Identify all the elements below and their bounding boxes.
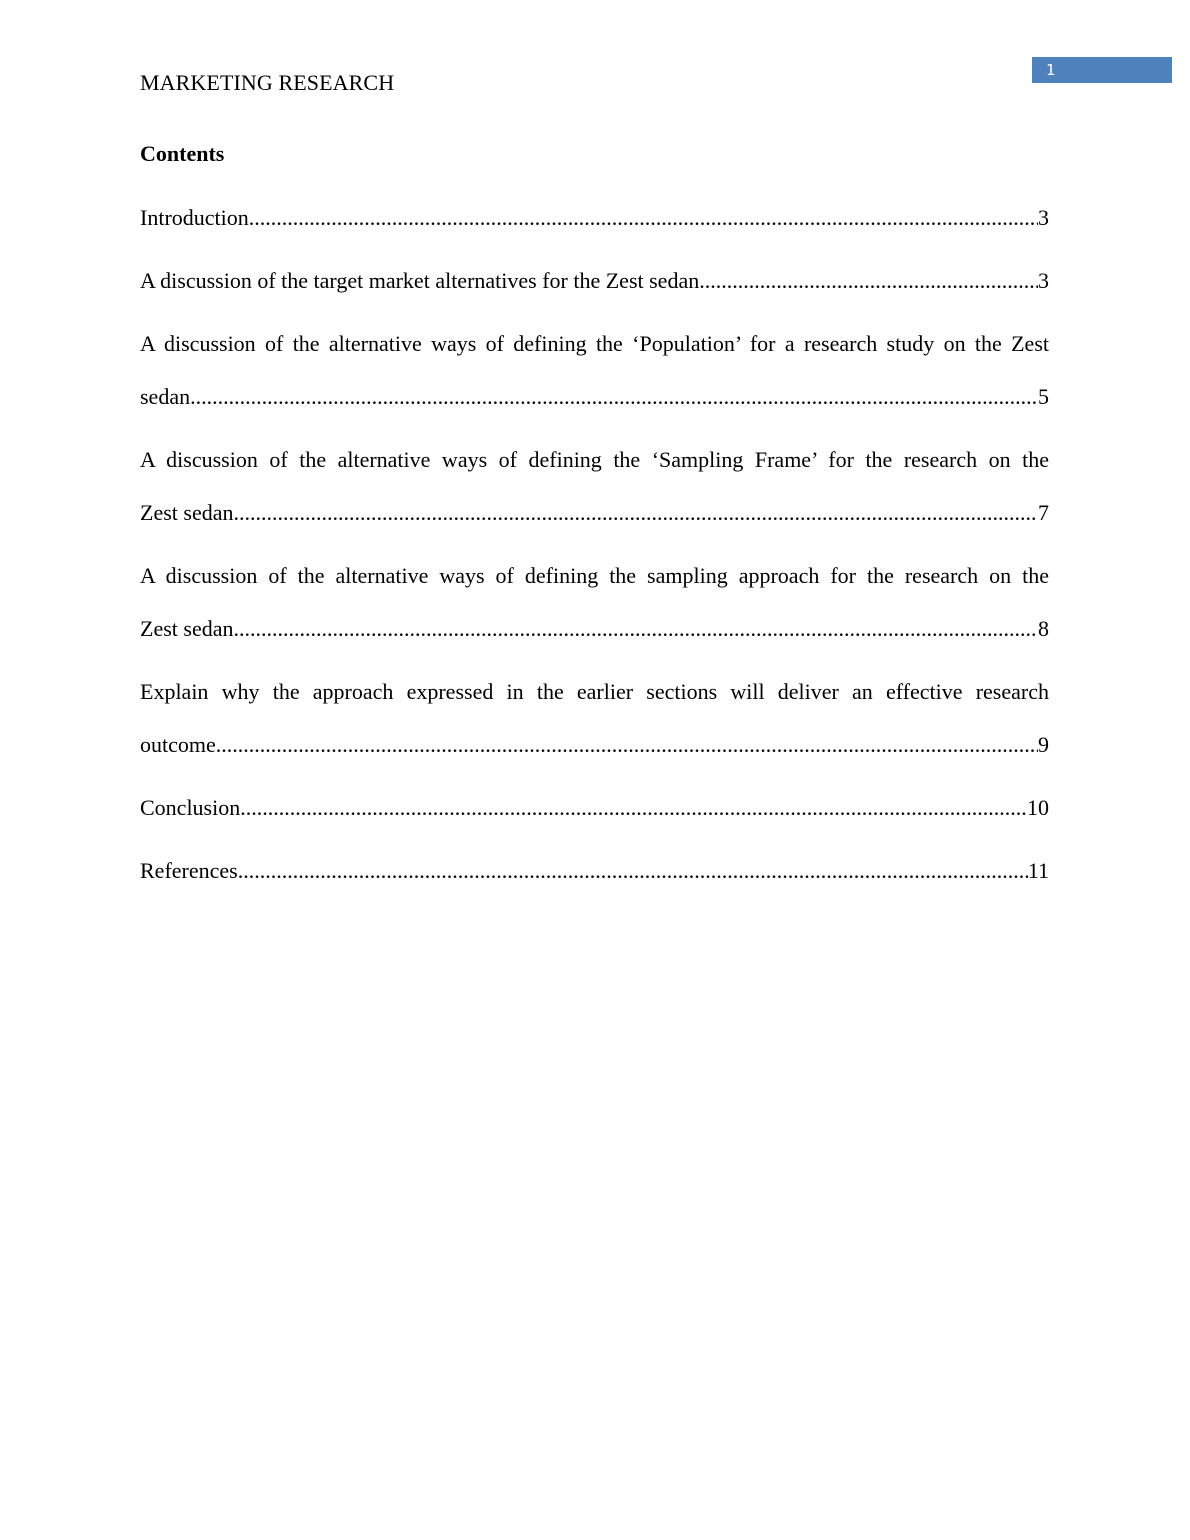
running-head: MARKETING RESEARCH [140,70,395,95]
toc-entry-title-line: A discussion of the alternative ways of defining the ‘Population’ for a research study on the Zest [140,331,1049,356]
dot-leader [249,191,1038,244]
toc-entry-title: References [140,858,238,883]
toc-entry-title: A discussion of the target market alternatives for the Zest sedan [140,268,700,293]
toc-entry-page: 5 [1038,384,1049,409]
table-of-contents [140,191,1049,907]
toc-entry-page: 8 [1038,616,1049,641]
toc-entry-references[interactable] [140,844,1049,897]
toc-entry-title-line: A discussion of the alternative ways of defining the sampling approach for the research on the [140,563,1049,588]
toc-entry-title-line: A discussion of the alternative ways of defining the ‘Sampling Frame’ for the research on the [140,447,1049,472]
dot-leader [233,602,1038,655]
toc-entry-page: 7 [1038,500,1049,525]
dot-leader [233,486,1038,539]
toc-entry-title: Conclusion [140,795,241,820]
contents-heading: Contents [140,141,225,166]
dot-leader [240,781,1027,834]
toc-entry-target-market[interactable] [140,254,1049,307]
toc-entry-conclusion[interactable] [140,781,1049,834]
toc-entry-page: 3 [1038,268,1049,293]
toc-entry-title: outcome [140,732,216,757]
toc-entry-title: Introduction [140,205,249,230]
toc-entry-title: Zest sedan [140,500,234,525]
dot-leader [238,844,1028,897]
toc-entry-title: Zest sedan [140,616,234,641]
page-number: 1 [1046,61,1056,79]
dot-leader [190,370,1038,423]
toc-entry-page: 3 [1038,205,1049,230]
toc-entry-population[interactable] [140,317,1049,423]
dot-leader [699,254,1038,307]
toc-entry-page: 9 [1038,732,1049,757]
dot-leader [216,718,1038,771]
toc-entry-introduction[interactable] [140,191,1049,244]
toc-entry-page: 10 [1027,795,1049,820]
toc-entry-title-line: Explain why the approach expressed in the earlier sections will deliver an effective research [140,679,1049,704]
toc-entry-sampling-approach[interactable] [140,549,1049,655]
page-number-badge [1032,57,1172,83]
toc-entry-effective-outcome[interactable] [140,665,1049,771]
toc-entry-page: 11 [1027,858,1049,883]
toc-entry-sampling-frame[interactable] [140,433,1049,539]
toc-entry-title: sedan [140,384,191,409]
